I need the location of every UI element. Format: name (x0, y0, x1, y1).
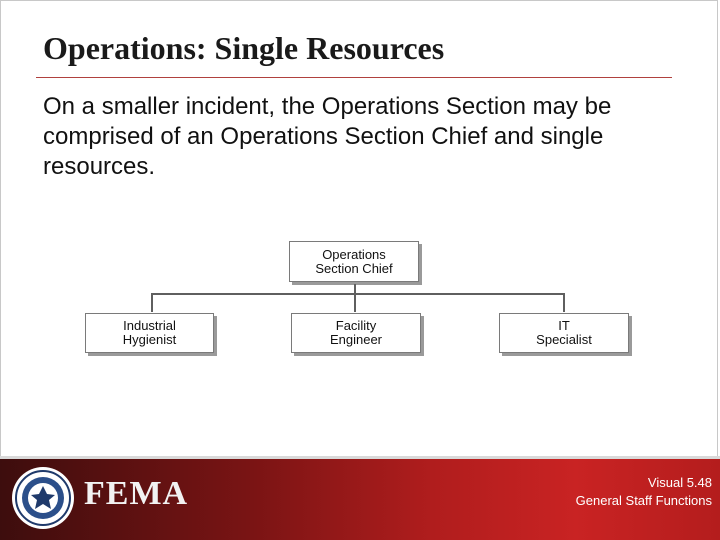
org-box-operations-section-chief (289, 241, 419, 282)
fema-logo-text: FEMA (84, 475, 189, 512)
org-box-it-specialist (499, 313, 629, 353)
visual-number: Visual 5.48 (647, 475, 712, 490)
org-box-facility-engineer (291, 313, 421, 353)
section-name: General Staff Functions (575, 493, 712, 508)
org-box-label: Industrial Hygienist (122, 318, 177, 347)
title-divider (36, 77, 672, 78)
org-box-label: IT Specialist (536, 318, 592, 347)
dhs-seal-icon (12, 467, 74, 529)
slide-title: Operations: Single Resources (43, 30, 445, 66)
org-box-label: Facility Engineer (329, 318, 383, 347)
connector-horizontal (151, 293, 565, 295)
org-box-industrial-hygienist (85, 313, 214, 353)
org-box-label: Operations Section Chief (315, 246, 393, 276)
footer-top-border (0, 456, 720, 459)
connector-vertical-left (151, 293, 153, 312)
slide-body-text: On a smaller incident, the Operations Section may be comprised of an Operations Section Chief and single resources. (43, 93, 612, 180)
visual-info (576, 474, 712, 510)
connector-vertical-center (354, 293, 356, 312)
connector-vertical-right (563, 293, 565, 312)
